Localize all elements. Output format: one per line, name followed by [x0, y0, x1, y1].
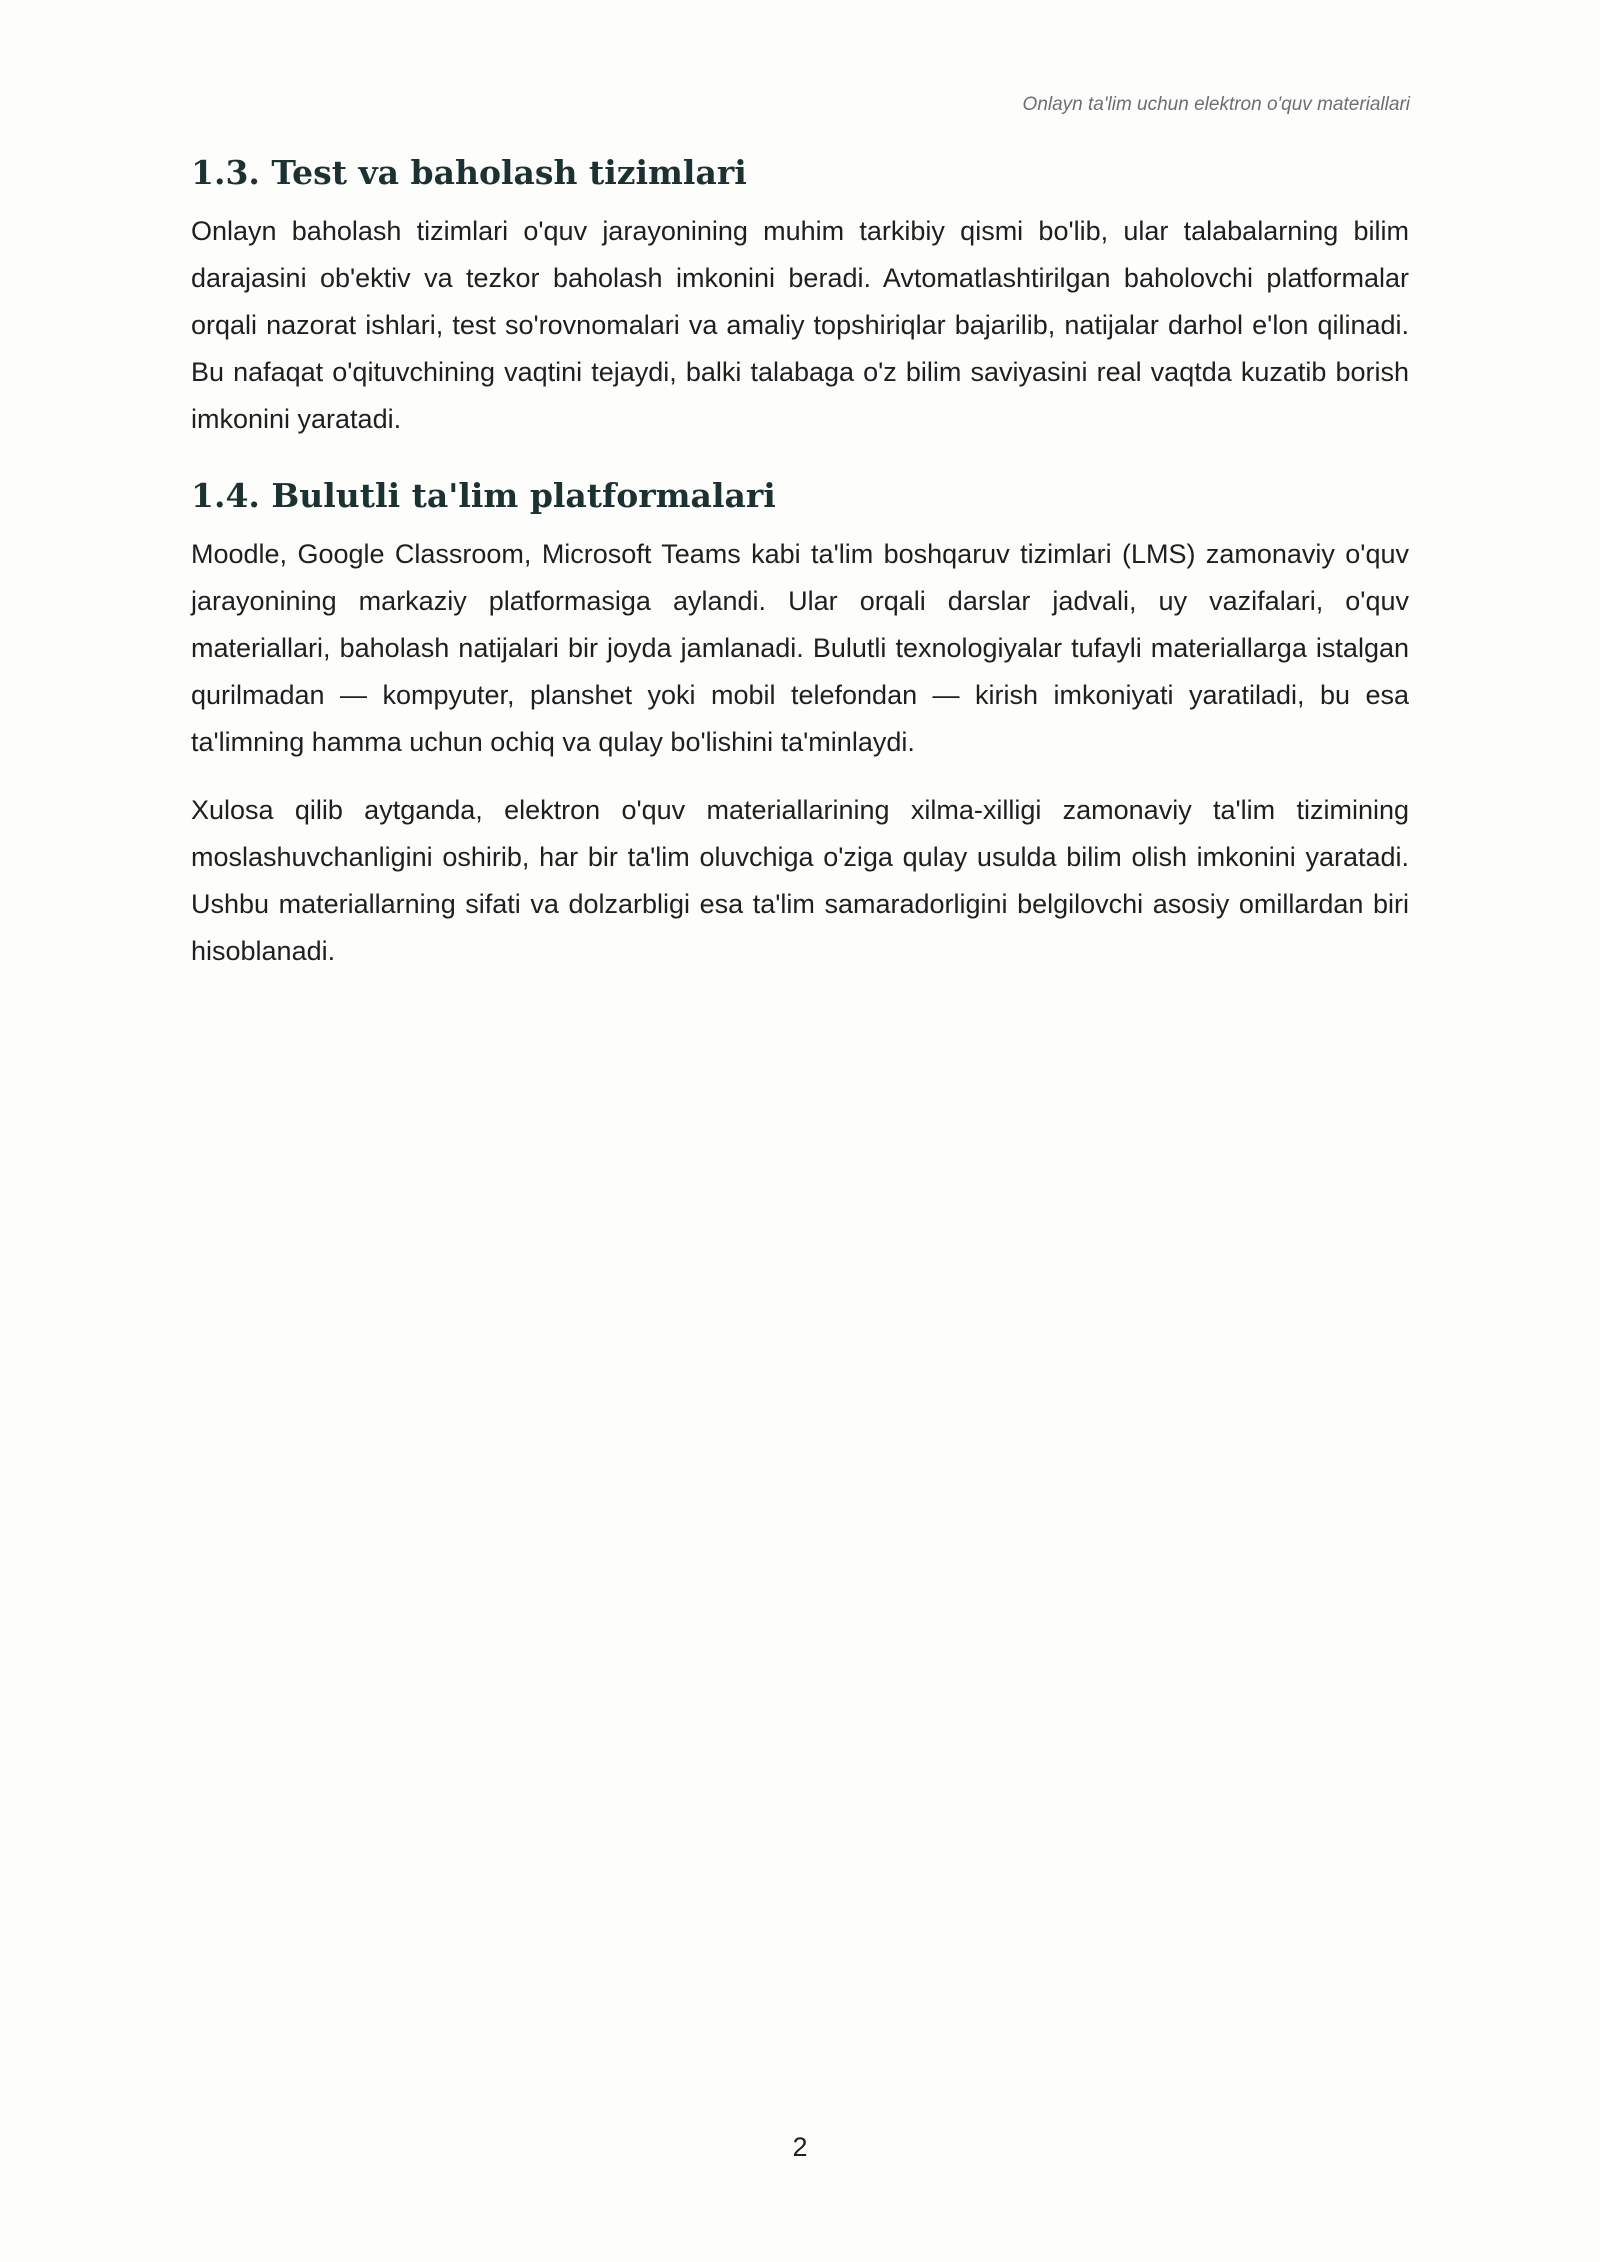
section-heading: 1.3. Test va baholash tizimlari: [191, 153, 747, 192]
section-heading: 1.4. Bulutli ta'lim platformalari: [191, 476, 776, 515]
conclusion-paragraph: Xulosa qilib aytganda, elektron o'quv materiallarining xilma-xilligi zamonaviy ta'lim tizimining moslashuvchanligini oshirib, har bir ta'lim oluvchiga o'ziga qulay usulda bilim olish imkonini yaratadi. Ushbu materiallarning sifati va dolzarbligi esa ta'lim samaradorligini belgilovchi asosiy omillardan biri hisoblanadi.: [191, 795, 1409, 966]
section-paragraph: Moodle, Google Classroom, Microsoft Teams kabi ta'lim boshqaruv tizimlari (LMS) zamonaviy o'quv jarayonining markaziy platformasiga aylandi. Ular orqali darslar jadvali, uy vazifalari, o'quv materiallari, baholash natijalari bir joyda jamlanadi. Bulutli texnologiyalar tufayli materiallarga istalgan qurilmadan — kompyuter, planshet yoki mobil telefondan — kirish imkoniyati yaratiladi, bu esa ta'limning hamma uchun ochiq va qulay bo'lishini ta'minlaydi.: [191, 539, 1409, 757]
page-body: [191, 148, 1409, 1003]
page-number: 2: [792, 2132, 808, 2162]
section-paragraph: Onlayn baholash tizimlari o'quv jarayonining muhim tarkibiy qismi bo'lib, ular talabalarning bilim darajasini ob'ektiv va tezkor baholash imkonini beradi. Avtomatlashtirilgan baholovchi platformalar orqali nazorat ishlari, test so'rovnomalari va amaliy topshiriqlar bajarilib, natijalar darhol e'lon qilinadi. Bu nafaqat o'qituvchining vaqtini tejaydi, balki talabaga o'z bilim saviyasini real vaqtda kuzatib borish imkonini yaratadi.: [191, 216, 1409, 434]
section-test-assessment: [191, 148, 1409, 443]
running-header: Onlayn ta'lim uchun elektron o'quv materiallari: [1022, 94, 1410, 115]
section-cloud-platforms: [191, 471, 1409, 975]
